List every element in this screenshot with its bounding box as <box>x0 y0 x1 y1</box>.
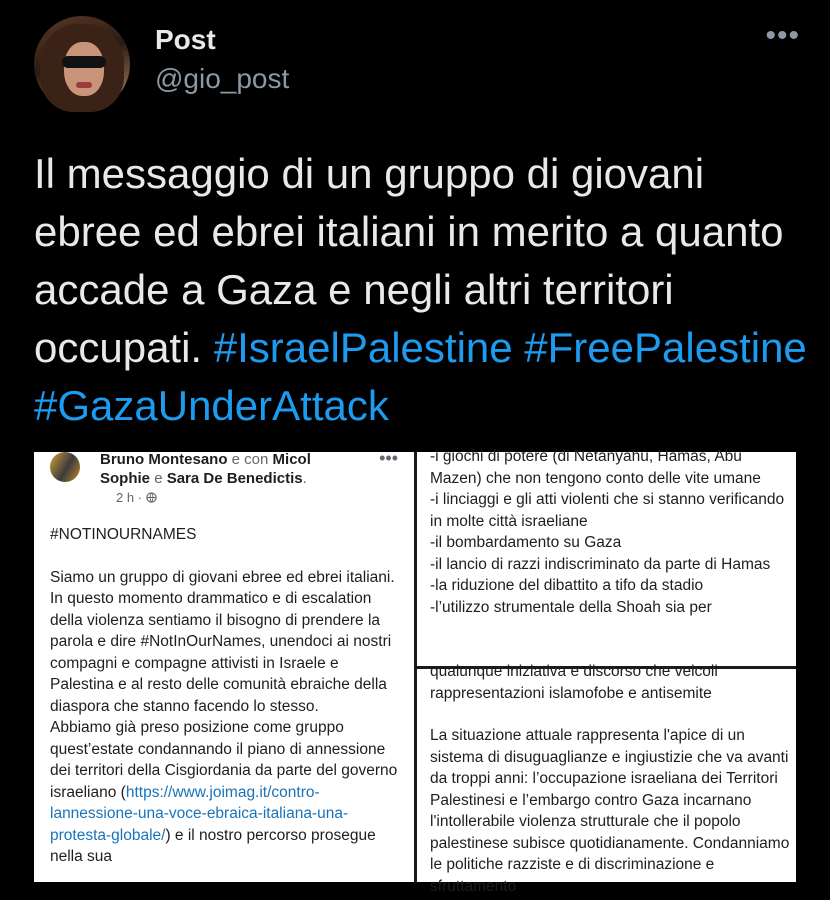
list-item: -la riduzione del dibattito a tifo da stadio <box>430 577 704 594</box>
author-handle[interactable]: @gio_post <box>155 63 290 94</box>
tagged-person-2: Sara De Benedictis <box>166 470 303 487</box>
facebook-post-body <box>50 524 402 868</box>
period: . <box>302 470 307 487</box>
facebook-author: Bruno Montesano <box>100 451 228 468</box>
paragraph-3-end: ) e il nostro percorso prosegue nella sua <box>50 826 376 865</box>
paragraph-3-start: Abbiamo già preso posizione come gruppo quest’estate condannando il piano di annessione dei territori della Cisgiordania da parte del governo israeliano <box>50 719 398 801</box>
with-word: e con <box>231 451 269 468</box>
media-image-2[interactable] <box>417 448 796 666</box>
and-word: e <box>154 470 163 487</box>
tweet-media-grid[interactable] <box>34 448 796 895</box>
tweet-header <box>0 0 830 130</box>
list-text <box>430 446 790 618</box>
list-item: -il lancio di razzi indiscriminato da parte di Hamas <box>430 555 771 573</box>
statement-paragraph: La situazione attuale rappresenta l'apice di un sistema di disuguaglianze e ingiustizie che va avanti da troppi anni: l’occupazione israeliana dei Territori Palestinesi e l’embargo contro Gaza incarnano l'intollerabile violenza strutturale che il popolo palestinese subisce quotidianamente. Condanniamo le politiche razziste e di discriminazione e sfruttamento <box>430 727 790 895</box>
tweet-body: Il messaggio di un gruppo di giovani ebree ed ebrei italiani in merito a quanto accade a Gaza e negli altri territori occupati. <box>34 150 784 371</box>
facebook-author-line <box>100 450 360 488</box>
facebook-more-icon: ••• <box>379 448 398 468</box>
author-avatar[interactable] <box>34 16 130 112</box>
media-image-1[interactable] <box>34 448 414 882</box>
paren-open: ( <box>120 783 126 801</box>
list-item: -i giochi di potere (di Netanyahu, Hamas, Abu Mazen) che non tengono conto delle vite umane <box>430 448 761 487</box>
joimag-link: https://www.joimag.it/contro-lannessione-una-voce-ebraica-italiana-una-protesta-globale/ <box>50 783 349 844</box>
avatar-lips <box>76 82 92 88</box>
author-name[interactable]: Post <box>155 24 216 55</box>
paragraph-2: In questo momento drammatico e di escalation della violenza sentiamo il bisogno di prendere la parola e dire #NotInOurNames, unendoci ai nostri compagni e compagne attivisti in Israele e Palestina e al resto delle comunità ebraiche della diaspora che stanno facendo lo stesso. <box>50 590 392 715</box>
facebook-avatar <box>50 452 80 482</box>
statement-line-1: qualunque iniziativa e discorso che veicoli rappresentazioni islamofobe e antisemite <box>430 663 718 702</box>
tweet-text <box>34 145 814 435</box>
list-item: -l’utilizzo strumentale della Shoah sia per <box>430 598 712 616</box>
avatar-sunglasses <box>62 56 106 68</box>
hashtag-gazaunderattack[interactable]: #GazaUnderAttack <box>34 382 389 429</box>
paragraph-1: Siamo un gruppo di giovani ebree ed ebrei italiani. <box>50 568 395 586</box>
facebook-post-header <box>50 450 410 510</box>
facebook-timestamp <box>116 490 157 505</box>
tagged-person-1: Micol Sophie <box>100 451 311 487</box>
post-hashtag: #NOTINOURNAMES <box>50 526 197 543</box>
paragraph-3 <box>50 717 402 868</box>
hashtag-israelpalestine[interactable]: #IsraelPalestine <box>213 324 513 371</box>
more-horizontal-icon[interactable]: ••• <box>765 19 800 52</box>
statement-text <box>430 661 790 897</box>
list-item: -i linciaggi e gli atti violenti che si stanno verificando in molte città israeliane <box>430 491 785 530</box>
media-image-3[interactable] <box>417 663 796 895</box>
list-item: -il bombardamento su Gaza <box>430 534 622 551</box>
globe-icon <box>146 492 157 503</box>
hashtag-freepalestine[interactable]: #FreePalestine <box>524 324 807 371</box>
time-text: 2 h · <box>116 490 146 505</box>
